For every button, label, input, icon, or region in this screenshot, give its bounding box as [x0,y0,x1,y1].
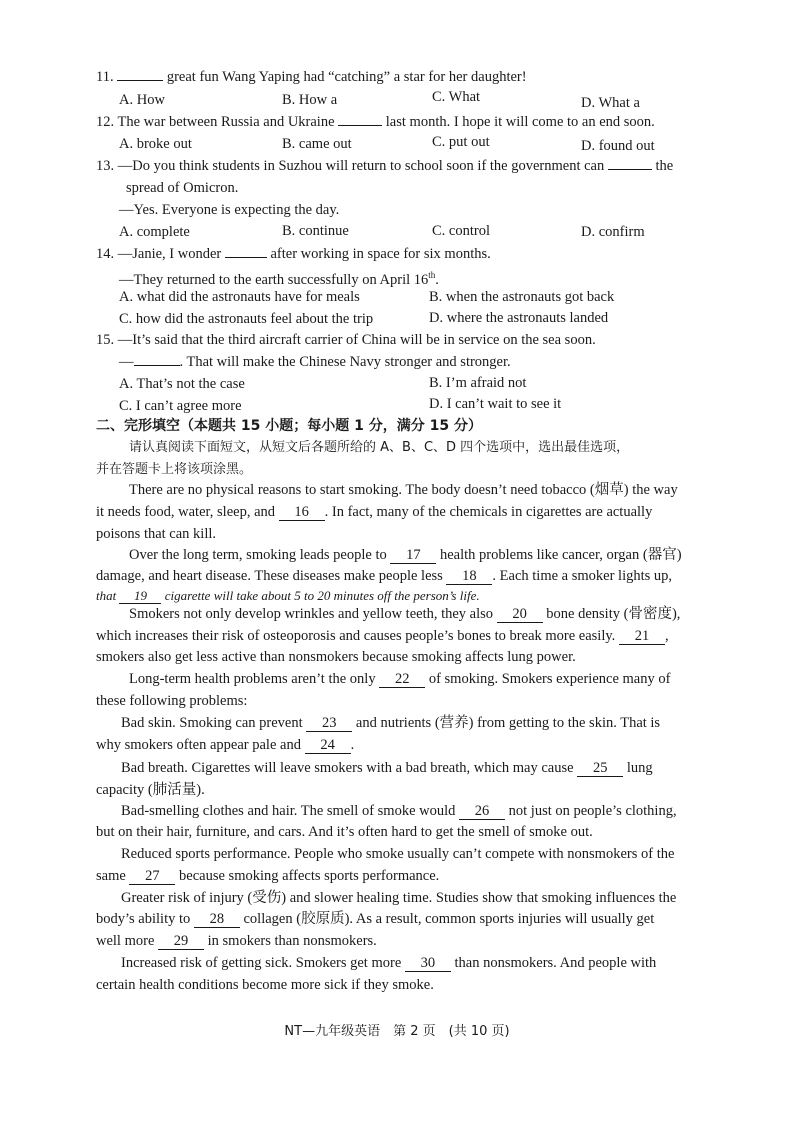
passage-line: Bad breath. Cigarettes will leave smokers with a bad breath, which may cause 25 lung [121,760,653,776]
question-12 [96,113,655,131]
option-a: A. That’s not the case [119,376,245,392]
question-stem: —Janie, I wonder [117,246,222,262]
option-c: C. What [432,89,481,105]
answer-blank [608,169,652,170]
question-11 [96,68,527,86]
question-stem: after working in space for six months. [270,246,491,262]
question-15 [96,331,596,349]
passage-line: certain health conditions become more sick if they smoke. [96,977,434,993]
option-a: A. How [119,92,165,108]
question-14-reply: —They returned to the earth successfully on April 16th. [119,270,439,288]
question-number: 13. [96,158,115,174]
option-c: C. control [432,223,490,239]
section-instruction: 请认真阅读下面短文，从短文后各题所给的 A、B、C、D 四个选项中，选出最佳选项， [129,440,630,455]
blank-19: 19 [119,588,161,604]
passage-line: Smokers not only develop wrinkles and yellow teeth, they also 20 bone density (骨密度), [129,606,681,622]
option-b: B. I’m afraid not [429,375,527,391]
passage-line: capacity (肺活量). [96,782,205,798]
passage-line: damage, and heart disease. These diseases make people less 18 . Each time a smoker lights up, [96,568,673,584]
option-d: D. I can’t wait to see it [429,396,562,412]
answer-blank [225,257,267,258]
option-d: D. found out [581,138,655,154]
question-stem: —It’s said that the third aircraft carrier of China will be in service on the sea soon. [117,332,596,348]
option-c: C. how did the astronauts feel about the trip [119,311,374,327]
passage-line: Long-term health problems aren’t the only 22 of smoking. Smokers experience many of [129,671,671,687]
passage-line: which increases their risk of osteoporosis and causes people’s bones to break more easily. 21 , [96,628,669,644]
blank-17: 17 [390,548,436,564]
passage-line: same 27 because smoking affects sports performance. [96,868,440,884]
question-number: 12. [96,114,115,130]
question-14 [96,245,491,263]
question-15-reply: — . That will make the Chinese Navy stronger and stronger. [119,354,511,370]
blank-22: 22 [379,672,425,688]
passage-line: poisons that can kill. [96,526,217,542]
option-d: D. confirm [581,224,645,240]
question-number: 15. [96,332,115,348]
question-stem: The war between Russia and Ukraine [117,114,335,130]
answer-blank [134,365,180,366]
question-stem: the [655,158,674,174]
passage-line: why smokers often appear pale and 24 . [96,737,355,753]
passage-line: body’s ability to 28 collagen (胶原质). As a result, common sports injuries will usually get [96,911,655,927]
question-number: 11. [96,69,114,85]
option-a: A. what did the astronauts have for meals [119,289,360,305]
option-d: D. where the astronauts landed [429,310,609,326]
passage-line: it needs food, water, sleep, and 16 . In fact, many of the chemicals in cigarettes are actually [96,504,653,520]
blank-25: 25 [577,761,623,777]
passage-line: Increased risk of getting sick. Smokers get more 30 than nonsmokers. And people with [121,955,657,971]
blank-30: 30 [405,956,451,972]
option-a: A. complete [119,224,190,240]
option-c: C. put out [432,134,490,150]
question-number: 14. [96,246,115,262]
passage-line: Greater risk of injury (受伤) and slower healing time. Studies show that smoking influences the [121,890,677,906]
section-instruction-cont: 并在答题卡上将该项涂黑。 [96,462,253,477]
section-title: 二、完形填空（本题共 15 小题；每小题 1 分，满分 15 分） [96,418,482,434]
passage-line: smokers also get less active than nonsmokers because smoking affects lung power. [96,649,576,665]
option-b: B. continue [282,223,349,239]
blank-28: 28 [194,912,240,928]
option-b: B. came out [282,136,352,152]
passage-line: Over the long term, smoking leads people to 17 health problems like cancer, organ (器官) [129,547,682,563]
question-13-reply: —Yes. Everyone is expecting the day. [119,202,340,218]
blank-27: 27 [129,869,175,885]
passage-line: Bad-smelling clothes and hair. The smell of smoke would 26 not just on people’s clothing, [121,803,677,819]
page-footer: NT—九年级英语 第 2 页 (共 10 页) [284,1024,510,1039]
blank-18: 18 [446,569,492,585]
blank-23: 23 [306,716,352,732]
passage-line: well more 29 in smokers than nonsmokers. [96,933,377,949]
blank-16: 16 [279,505,325,521]
option-b: B. when the astronauts got back [429,289,615,305]
passage-line: There are no physical reasons to start smoking. The body doesn’t need tobacco (烟草) the way [129,482,678,498]
passage-line: that 19 cigarette will take about 5 to 20 minutes off the person’s life. [96,588,480,603]
blank-21: 21 [619,629,665,645]
passage-line: but on their hair, furniture, and cars. And it’s often hard to get the smell of smoke out. [96,824,593,840]
blank-29: 29 [158,934,204,950]
option-b: B. How a [282,92,338,108]
passage-line: Reduced sports performance. People who smoke usually can’t compete with nonsmokers of the [121,846,675,862]
question-stem: —Do you think students in Suzhou will return to school soon if the government can [117,158,605,174]
blank-24: 24 [305,738,351,754]
question-stem: great fun Wang Yaping had “catching” a star for her daughter! [166,69,527,85]
option-d: D. What a [581,95,640,111]
passage-line: these following problems: [96,693,248,709]
blank-26: 26 [459,804,505,820]
answer-blank [117,80,163,81]
blank-20: 20 [497,607,543,623]
question-13 [96,157,673,175]
question-stem: last month. I hope it will come to an end soon. [385,114,655,130]
question-13-line2: spread of Omicron. [126,180,239,196]
option-c: C. I can’t agree more [119,398,242,414]
option-a: A. broke out [119,136,192,152]
passage-line: Bad skin. Smoking can prevent 23 and nutrients (营养) from getting to the skin. That is [121,715,661,731]
answer-blank [338,125,382,126]
